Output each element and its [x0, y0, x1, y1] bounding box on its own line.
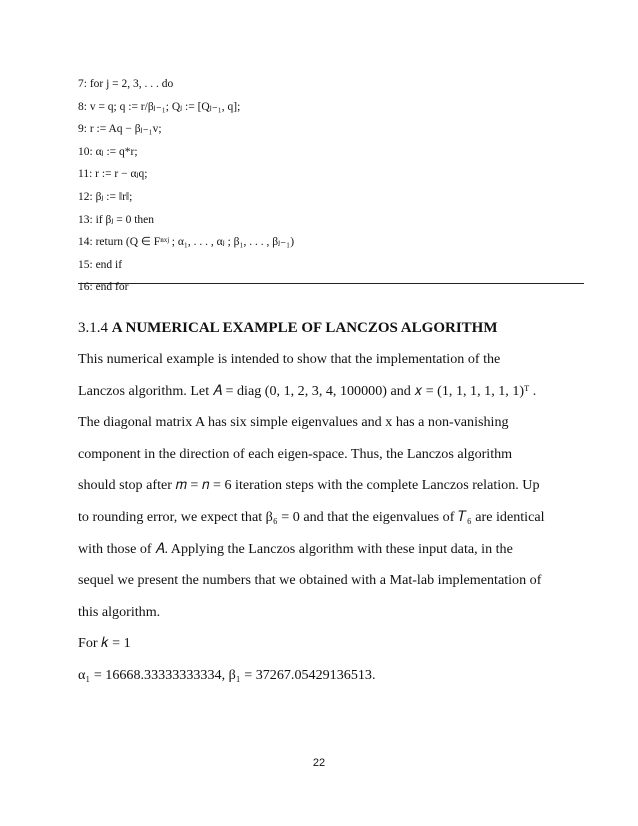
algorithm-line: 13: if βⱼ = 0 then — [78, 213, 154, 226]
section-heading — [78, 320, 497, 337]
algorithm-line: 12: βⱼ := ‖r‖; — [78, 190, 133, 203]
paragraph-line: this algorithm. — [78, 603, 161, 620]
algorithm-end-rule — [78, 283, 584, 284]
body-text — [78, 344, 598, 692]
algorithm-line: 15: end if — [78, 258, 123, 271]
algorithm-line: 10: αⱼ := q*r; — [78, 145, 138, 158]
algorithm-line: 9: r := Aq − βⱼ₋₁v; — [78, 123, 162, 136]
algorithm-line: 8: v = q; q := r/βⱼ₋₁; Qⱼ := [Qⱼ₋₁, q]; — [78, 100, 241, 113]
algorithm-line: 16: end for — [78, 281, 129, 294]
paragraph-line: with those of 𝐴. Applying the Lanczos algorithm with these input data, in the — [78, 540, 513, 557]
paragraph-line: sequel we present the numbers that we obtained with a Mat-lab implementation of — [78, 572, 542, 589]
section-number: 3.1.4 — [78, 320, 108, 336]
section-title: A NUMERICAL EXAMPLE OF LANCZOS ALGORITHM — [111, 320, 498, 336]
paragraph-line: component in the direction of each eigen-space. Thus, the Lanczos algorithm — [78, 445, 513, 462]
paragraph-line: α₁ = 16668.33333333334, β₁ = 37267.05429136513. — [78, 666, 376, 683]
paragraph-line: The diagonal matrix A has six simple eigenvalues and x has a non-vanishing — [78, 414, 509, 431]
paragraph-line: to rounding error, we expect that β₆ = 0 and that the eigenvalues of 𝑇₆ are identical — [78, 508, 545, 525]
page-number: 22 — [312, 757, 326, 769]
algorithm-listing — [78, 73, 598, 299]
algorithm-line: 14: return (Q ∈ Fⁿˣʲ ; α₁, . . . , αⱼ ; β₁, . . . , βⱼ₋₁) — [78, 236, 295, 249]
paragraph-line: Lanczos algorithm. Let 𝐴 = diag (0, 1, 2, 3, 4, 100000) and 𝑥 = (1, 1, 1, 1, 1, 1)ᵀ . — [78, 382, 537, 399]
paragraph-line: This numerical example is intended to show that the implementation of the — [78, 351, 501, 367]
algorithm-line: 7: for j = 2, 3, . . . do — [78, 78, 174, 90]
paragraph-line: should stop after 𝑚 = 𝑛 = 6 iteration steps with the complete Lanczos relation. Up — [78, 477, 540, 494]
paragraph-line: For 𝑘 = 1 — [78, 635, 131, 652]
algorithm-line: 11: r := r − αⱼq; — [78, 168, 148, 181]
